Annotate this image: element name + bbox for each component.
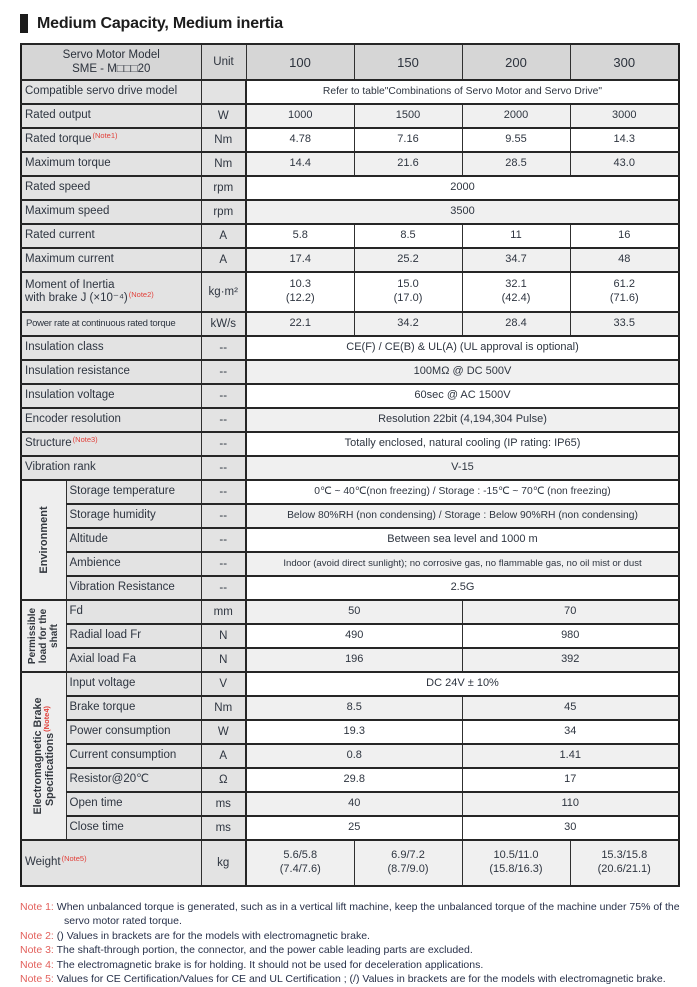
spec-value: 4.78 [246, 128, 354, 152]
spec-value: 2000 [246, 176, 679, 200]
table-row [21, 128, 679, 152]
model-column-header: 200 [462, 44, 570, 80]
note-item [20, 943, 680, 957]
note-label: Note 4: [20, 958, 54, 971]
unit-cell: kW/s [201, 312, 246, 336]
spec-value: 15.3/15.8 (20.6/21.1) [570, 840, 679, 886]
spec-value: 3000 [570, 104, 679, 128]
group-header [21, 600, 66, 672]
spec-value: 110 [462, 792, 679, 816]
spec-value: 100MΩ @ DC 500V [246, 360, 679, 384]
spec-label: Vibration Resistance [66, 576, 201, 600]
spec-value: Resolution 22bit (4,194,304 Pulse) [246, 408, 679, 432]
spec-value: 50 [246, 600, 462, 624]
spec-value: 25.2 [354, 248, 462, 272]
unit-cell: -- [201, 456, 246, 480]
spec-label: Altitude [66, 528, 201, 552]
spec-value: Indoor (avoid direct sunlight); no corrosive gas, no flammable gas, no oil mist or dust [246, 552, 679, 576]
table-row [21, 720, 679, 744]
unit-cell: W [201, 104, 246, 128]
spec-value: 10.3 (12.2) [246, 272, 354, 312]
table-row [21, 624, 679, 648]
table-row [21, 840, 679, 886]
model-column-header: 100 [246, 44, 354, 80]
table-row [21, 176, 679, 200]
unit-cell: -- [201, 504, 246, 528]
spec-value: 17 [462, 768, 679, 792]
spec-value: 28.4 [462, 312, 570, 336]
unit-cell: V [201, 672, 246, 696]
unit-cell: -- [201, 432, 246, 456]
spec-label: Input voltage [66, 672, 201, 696]
unit-header-cell: Unit [201, 44, 246, 80]
spec-value: 15.0 (17.0) [354, 272, 462, 312]
spec-value: V-15 [246, 456, 679, 480]
table-row [21, 504, 679, 528]
spec-value: Totally enclosed, natural cooling (IP rating: IP65) [246, 432, 679, 456]
spec-value: 61.2 (71.6) [570, 272, 679, 312]
unit-cell: A [201, 248, 246, 272]
note-ref: (Note1) [92, 131, 118, 141]
spec-value: 34.2 [354, 312, 462, 336]
spec-value: 2000 [462, 104, 570, 128]
table-row [21, 648, 679, 672]
unit-cell: -- [201, 576, 246, 600]
spec-value: 490 [246, 624, 462, 648]
group-header-label: Electromagnetic Brake Specifications$^{(Note4)}$ [31, 697, 56, 815]
spec-value: 8.5 [354, 224, 462, 248]
spec-label: Close time [66, 816, 201, 840]
spec-label: Structure$^{(Note3)}$ [21, 432, 201, 456]
unit-cell: kg [201, 840, 246, 886]
spec-label: Vibration rank [21, 456, 201, 480]
spec-label: Power consumption [66, 720, 201, 744]
spec-value: 32.1 (42.4) [462, 272, 570, 312]
table-row [21, 272, 679, 312]
group-header [21, 672, 66, 840]
note-text: The shaft-through portion, the connector, and the power cable leading parts are excluded. [56, 944, 473, 957]
spec-label: Power rate at continuous rated torque [21, 312, 201, 336]
table-row [21, 432, 679, 456]
spec-value: 17.4 [246, 248, 354, 272]
spec-value: 16 [570, 224, 679, 248]
table-row [21, 80, 679, 104]
note-item [20, 972, 680, 986]
spec-label: Ambience [66, 552, 201, 576]
spec-label: Maximum current [21, 248, 201, 272]
table-row [21, 816, 679, 840]
spec-value: 10.5/11.0 (15.8/16.3) [462, 840, 570, 886]
spec-value: DC 24V ± 10% [246, 672, 679, 696]
table-row [21, 152, 679, 176]
spec-value: 196 [246, 648, 462, 672]
spec-label: Current consumption [66, 744, 201, 768]
unit-cell: Nm [201, 696, 246, 720]
table-row [21, 768, 679, 792]
note-label: Note 2: [20, 929, 54, 942]
note-ref: (Note3) [72, 435, 98, 445]
note-text: The electromagnetic brake is for holding. It should not be used for deceleration applications. [56, 958, 484, 971]
spec-value: 3500 [246, 200, 679, 224]
spec-value: CE(F) / CE(B) & UL(A) (UL approval is optional) [246, 336, 679, 360]
table-row [21, 528, 679, 552]
spec-value: 48 [570, 248, 679, 272]
unit-cell: Nm [201, 152, 246, 176]
spec-label: Rated output [21, 104, 201, 128]
unit-cell: -- [201, 360, 246, 384]
table-row [21, 384, 679, 408]
group-header [21, 480, 66, 600]
unit-cell: rpm [201, 176, 246, 200]
spec-value: 45 [462, 696, 679, 720]
table-row [21, 360, 679, 384]
note-item [20, 900, 680, 929]
table-row [21, 456, 679, 480]
spec-label: Fd [66, 600, 201, 624]
spec-value: 1500 [354, 104, 462, 128]
unit-cell: -- [201, 336, 246, 360]
spec-label: Rated torque$^{(Note1)}$ [21, 128, 201, 152]
spec-label: Storage humidity [66, 504, 201, 528]
spec-value: 1000 [246, 104, 354, 128]
spec-value: 28.5 [462, 152, 570, 176]
title-bar-icon [20, 14, 28, 33]
spec-value: 5.6/5.8 (7.4/7.6) [246, 840, 354, 886]
group-header-label: Environment [37, 506, 50, 574]
model-header-cell [21, 44, 201, 80]
unit-cell: N [201, 648, 246, 672]
unit-cell: ms [201, 816, 246, 840]
table-row [21, 672, 679, 696]
spec-label: Maximum torque [21, 152, 201, 176]
spec-label: Weight$^{(Note5)}$ [21, 840, 201, 886]
spec-table-body [21, 80, 679, 886]
spec-label: Compatible servo drive model [21, 80, 201, 104]
spec-label: Axial load Fa [66, 648, 201, 672]
note-item [20, 929, 680, 943]
note-label: Note 1: [20, 901, 54, 913]
spec-value: 40 [246, 792, 462, 816]
spec-value: 19.3 [246, 720, 462, 744]
spec-value: 392 [462, 648, 679, 672]
unit-cell: Nm [201, 128, 246, 152]
spec-value: 14.4 [246, 152, 354, 176]
spec-value: 21.6 [354, 152, 462, 176]
unit-cell [201, 80, 246, 104]
spec-label: Rated speed [21, 176, 201, 200]
table-row [21, 792, 679, 816]
unit-cell: -- [201, 528, 246, 552]
spec-value: 34 [462, 720, 679, 744]
spec-value: Between sea level and 1000 m [246, 528, 679, 552]
spec-value: 70 [462, 600, 679, 624]
note-ref: (Note4) [41, 705, 51, 732]
note-ref: (Note5) [61, 854, 87, 864]
spec-value: 60sec @ AC 1500V [246, 384, 679, 408]
note-label: Note 5: [20, 973, 54, 986]
spec-value: Refer to table"Combinations of Servo Motor and Servo Drive" [246, 80, 679, 104]
spec-value: 25 [246, 816, 462, 840]
spec-value: 6.9/7.2 (8.7/9.0) [354, 840, 462, 886]
unit-cell: Ω [201, 768, 246, 792]
spec-value: 33.5 [570, 312, 679, 336]
spec-value: 8.5 [246, 696, 462, 720]
spec-label: Insulation class [21, 336, 201, 360]
note-text: Values for CE Certification/Values for CE and UL Certification ; (/) Values in brackets are for the models with electromagnetic brake. [56, 973, 666, 986]
spec-value: 43.0 [570, 152, 679, 176]
unit-cell: A [201, 744, 246, 768]
table-row [21, 248, 679, 272]
model-column-header: 150 [354, 44, 462, 80]
page-title: Medium Capacity, Medium inertia [37, 14, 283, 32]
table-row [21, 744, 679, 768]
spec-label: Radial load Fr [66, 624, 201, 648]
table-header-row [21, 44, 679, 80]
spec-table [20, 43, 680, 887]
table-row [21, 224, 679, 248]
unit-cell: -- [201, 480, 246, 504]
table-row [21, 696, 679, 720]
unit-cell: -- [201, 552, 246, 576]
spec-value: 7.16 [354, 128, 462, 152]
model-header-line1: Servo Motor Model [62, 48, 160, 61]
spec-value: 22.1 [246, 312, 354, 336]
group-header-label: Permissible load for the shaft [26, 607, 61, 665]
page-title-row [20, 14, 678, 33]
spec-label: Rated current [21, 224, 201, 248]
table-row [21, 480, 679, 504]
unit-cell: A [201, 224, 246, 248]
unit-cell: -- [201, 384, 246, 408]
spec-value: 980 [462, 624, 679, 648]
spec-value: 5.8 [246, 224, 354, 248]
note-text: When unbalanced torque is generated, such as in a vertical lift machine, keep the unbalanced torque of the machine under 75% of the servo motor rated torque. [56, 901, 680, 928]
unit-cell: N [201, 624, 246, 648]
unit-cell: -- [201, 408, 246, 432]
table-row [21, 576, 679, 600]
table-row [21, 104, 679, 128]
spec-label: Insulation resistance [21, 360, 201, 384]
spec-value: Below 80%RH (non condensing) / Storage : Below 90%RH (non condensing) [246, 504, 679, 528]
spec-value: 2.5G [246, 576, 679, 600]
notes [20, 900, 680, 987]
table-row [21, 600, 679, 624]
table-row [21, 336, 679, 360]
spec-label: Encoder resolution [21, 408, 201, 432]
table-row [21, 552, 679, 576]
note-text: () Values in brackets are for the models with electromagnetic brake. [56, 929, 370, 942]
spec-label: Moment of Inertia with brake J $(\times 10^{-4})^{(Note2)}$ [21, 272, 201, 312]
spec-label: Open time [66, 792, 201, 816]
spec-label: Storage temperature [66, 480, 201, 504]
spec-value: 11 [462, 224, 570, 248]
unit-cell: ms [201, 792, 246, 816]
spec-value: 30 [462, 816, 679, 840]
table-row [21, 312, 679, 336]
note-ref: (Note2) [128, 290, 154, 299]
unit-cell: rpm [201, 200, 246, 224]
unit-cell: kg·m² [201, 272, 246, 312]
spec-label: Insulation voltage [21, 384, 201, 408]
note-item [20, 958, 680, 972]
model-header-line2: SME - M□□□20 [72, 63, 151, 75]
spec-value: 9.55 [462, 128, 570, 152]
note-label: Note 3: [20, 944, 54, 957]
spec-value: 0.8 [246, 744, 462, 768]
spec-value: 29.8 [246, 768, 462, 792]
table-row [21, 408, 679, 432]
spec-value: 0℃ ~ 40℃(non freezing) / Storage : -15℃ ~ 70℃ (non freezing) [246, 480, 679, 504]
spec-value: 34.7 [462, 248, 570, 272]
spec-label: Resistor@20℃ [66, 768, 201, 792]
table-row [21, 200, 679, 224]
spec-label: Maximum speed [21, 200, 201, 224]
spec-value: 14.3 [570, 128, 679, 152]
unit-cell: mm [201, 600, 246, 624]
model-column-header: 300 [570, 44, 679, 80]
unit-cell: W [201, 720, 246, 744]
spec-value: 1.41 [462, 744, 679, 768]
spec-label: Brake torque [66, 696, 201, 720]
